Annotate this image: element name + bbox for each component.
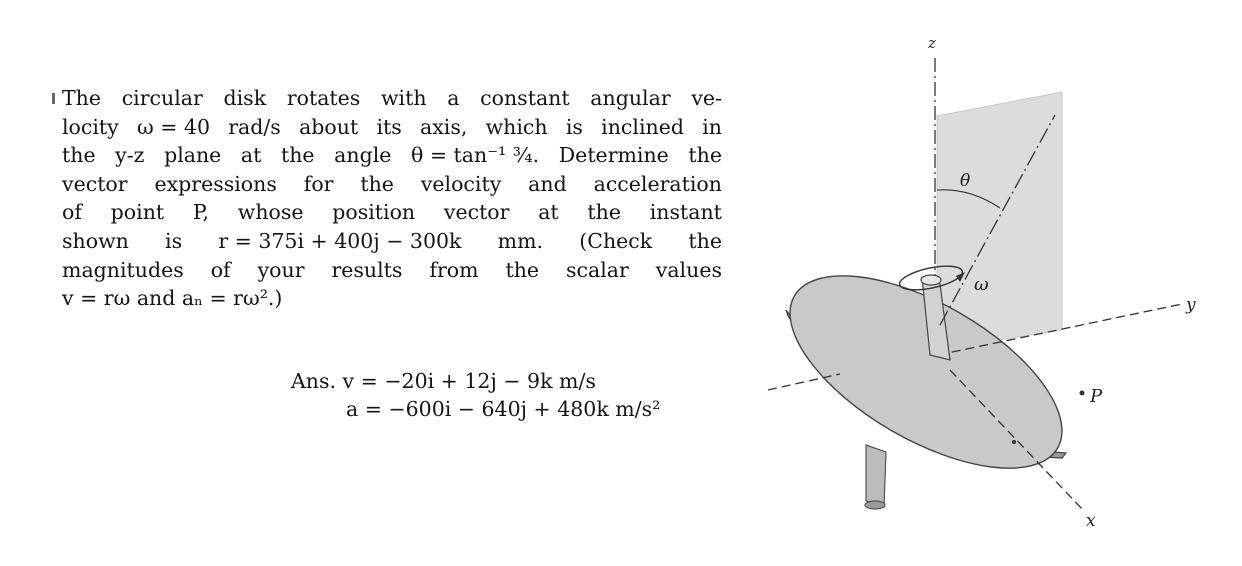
problem-word: and bbox=[528, 171, 567, 196]
problem-line bbox=[62, 198, 722, 227]
disk-rim-point bbox=[1012, 440, 1016, 444]
problem-line bbox=[62, 284, 722, 313]
z-axis-label: z bbox=[928, 34, 936, 52]
problem-line bbox=[62, 227, 722, 256]
problem-word: at bbox=[240, 143, 262, 168]
problem-word: shown bbox=[62, 228, 129, 253]
problem-word: velocity bbox=[420, 171, 502, 196]
problem-word: rotates bbox=[286, 86, 361, 110]
problem-word: in bbox=[702, 114, 722, 139]
problem-line bbox=[62, 141, 722, 170]
problem-word: Determine bbox=[558, 143, 669, 168]
problem-word: point bbox=[110, 200, 165, 225]
problem-word: whose bbox=[237, 200, 304, 225]
problem-line bbox=[62, 84, 722, 113]
problem-word: for bbox=[303, 171, 334, 196]
problem-word: which bbox=[485, 114, 548, 139]
problem-word: the bbox=[688, 143, 722, 168]
problem-word: angular bbox=[590, 86, 671, 110]
theta-label: θ bbox=[960, 171, 971, 191]
problem-word: the bbox=[62, 143, 96, 168]
problem-word: the bbox=[587, 200, 621, 225]
problem-word: of bbox=[210, 257, 231, 282]
problem-word: axis, bbox=[420, 114, 468, 139]
y-axis-label: y bbox=[1186, 295, 1196, 315]
problem-word: at bbox=[538, 200, 559, 225]
problem-word: your bbox=[257, 257, 305, 282]
problem-word: values bbox=[655, 257, 722, 282]
problem-word: expressions bbox=[154, 171, 277, 196]
problem-word: from bbox=[429, 257, 479, 282]
answer-velocity: Ans. v = −20i + 12j − 9k m/s bbox=[291, 369, 596, 393]
problem-word: P, bbox=[192, 200, 210, 225]
x-axis-label: x bbox=[1086, 511, 1096, 531]
bullet-mark bbox=[52, 93, 55, 104]
problem-word: results bbox=[331, 257, 403, 282]
problem-word: ve- bbox=[691, 86, 722, 110]
problem-word: about bbox=[299, 114, 359, 139]
problem-word: r = 375i + 400j − 300k bbox=[218, 228, 462, 253]
problem-word: the bbox=[688, 228, 722, 253]
problem-word: of bbox=[62, 200, 82, 225]
disk-figure bbox=[760, 20, 1220, 550]
problem-word: vector bbox=[62, 171, 128, 196]
problem-word: disk bbox=[223, 86, 267, 110]
problem-word: vector bbox=[443, 200, 510, 225]
problem-word: ω = 40 bbox=[137, 114, 211, 139]
problem-word: magnitudes bbox=[62, 257, 184, 282]
problem-word: scalar bbox=[566, 257, 629, 282]
problem-word: y-z bbox=[115, 143, 145, 168]
point-P-label: P bbox=[1090, 386, 1103, 407]
problem-line bbox=[62, 170, 722, 199]
problem-line bbox=[62, 256, 722, 285]
problem-word: position bbox=[332, 200, 416, 225]
problem-word: circular bbox=[121, 86, 203, 110]
problem-word: plane bbox=[164, 143, 222, 168]
problem-word: locity bbox=[62, 114, 119, 139]
problem-word: with bbox=[381, 86, 427, 110]
problem-word: is bbox=[565, 114, 583, 139]
lower-shaft bbox=[865, 445, 886, 509]
problem-word: (Check bbox=[579, 228, 653, 253]
problem-word: The bbox=[62, 86, 102, 110]
problem-word: θ = tan⁻¹ ¾. bbox=[411, 143, 540, 168]
problem-word: inclined bbox=[601, 114, 684, 139]
problem-word: v = rω and aₙ = rω².) bbox=[62, 286, 283, 311]
problem-word: angle bbox=[334, 143, 392, 168]
answer-acceleration: a = −600i − 640j + 480k m/s² bbox=[346, 397, 661, 421]
problem-word: constant bbox=[480, 86, 570, 110]
problem-word: its bbox=[376, 114, 402, 139]
problem-word: the bbox=[280, 143, 315, 168]
problem-word: rad/s bbox=[228, 114, 281, 139]
problem-word: is bbox=[165, 228, 183, 253]
problem-word: instant bbox=[649, 200, 722, 225]
problem-line bbox=[62, 113, 722, 142]
omega-label: ω bbox=[974, 274, 989, 295]
point-P-marker bbox=[1080, 391, 1085, 396]
problem-word: acceleration bbox=[593, 171, 722, 196]
problem-word: a bbox=[447, 86, 460, 110]
problem-word: the bbox=[505, 257, 540, 282]
problem-statement bbox=[62, 84, 722, 313]
problem-word: the bbox=[360, 171, 394, 196]
problem-word: mm. bbox=[497, 228, 544, 253]
